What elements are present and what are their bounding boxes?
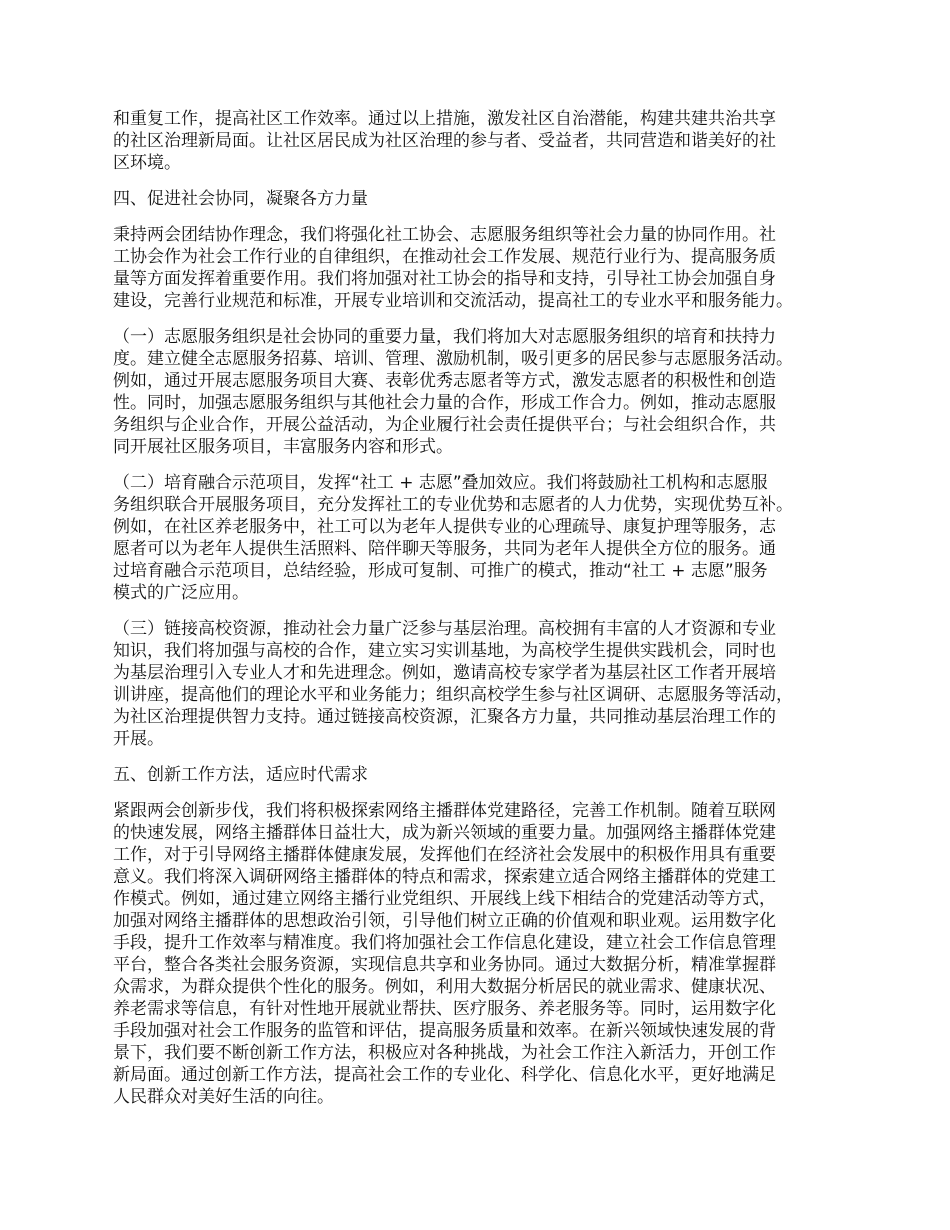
text-line: 养老需求等信息，有针对性地开展就业帮扶、医疗服务、养老服务等。同时，运用数字化 bbox=[113, 999, 776, 1019]
text-line: 例如，通过开展志愿服务项目大赛、表彰优秀志愿者等方式，激发志愿者的积极性和创造 bbox=[113, 371, 776, 391]
text-line: 建设，完善行业规范和标准，开展专业培训和交流活动，提高社工的专业水平和服务能力。 bbox=[113, 291, 793, 311]
paragraph-intro-continuation bbox=[113, 108, 853, 174]
text-line: 同开展社区服务项目，丰富服务内容和形式。 bbox=[113, 437, 453, 457]
text-line: 工协会作为社会工作行业的自律组织，在推动社会工作发展、规范行业行为、提高服务质 bbox=[113, 247, 776, 267]
text-line: 开展。 bbox=[113, 729, 164, 749]
section-heading-four: 四、促进社会协同，凝聚各方力量 bbox=[113, 189, 368, 209]
text-line: （二）培育融合示范项目，发挥“社工 + 志愿”叠加效应。我们将鼓励社工机构和志愿服 bbox=[113, 473, 768, 493]
text-line: （一）志愿服务组织是社会协同的重要力量，我们将加大对志愿服务组织的培育和扶持力 bbox=[113, 327, 776, 347]
document-page bbox=[113, 108, 853, 1122]
paragraph-innovation bbox=[113, 800, 853, 1108]
paragraph-item-three bbox=[113, 618, 853, 750]
text-line: 工作，对于引导网络主播群体健康发展，发挥他们在经济社会发展中的积极作用具有重要 bbox=[113, 845, 776, 865]
text-line: 的社区治理新局面。让社区居民成为社区治理的参与者、受益者，共同营造和谐美好的社 bbox=[113, 131, 776, 151]
text-line: 区环境。 bbox=[113, 153, 181, 173]
text-line: 手段，提升工作效率与精准度。我们将加强社会工作信息化建设，建立社会工作信息管理 bbox=[113, 933, 776, 953]
text-line: （三）链接高校资源，推动社会力量广泛参与基层治理。高校拥有丰富的人才资源和专业 bbox=[113, 619, 776, 639]
section-heading-five: 五、创新工作方法，适应时代需求 bbox=[113, 765, 368, 785]
text-line: 为基层治理引入专业人才和先进理念。例如，邀请高校专家学者为基层社区工作者开展培 bbox=[113, 663, 776, 683]
paragraph-item-one bbox=[113, 326, 853, 458]
text-line: 例如，在社区养老服务中，社工可以为老年人提供专业的心理疏导、康复护理等服务，志 bbox=[113, 517, 776, 537]
text-line: 愿者可以为老年人提供生活照料、陪伴聊天等服务，共同为老年人提供全方位的服务。通 bbox=[113, 539, 776, 559]
text-line: 人民群众对美好生活的向往。 bbox=[113, 1087, 334, 1107]
text-line: 众需求，为群众提供个性化的服务。例如，利用大数据分析居民的就业需求、健康状况、 bbox=[113, 977, 776, 997]
text-line: 务组织与企业合作，开展公益活动，为企业履行社会责任提供平台；与社会组织合作，共 bbox=[113, 415, 776, 435]
text-line: 度。建立健全志愿服务招募、培训、管理、激励机制，吸引更多的居民参与志愿服务活动。 bbox=[113, 349, 793, 369]
text-line: 平台，整合各类社会服务资源，实现信息共享和业务协同。通过大数据分析，精准掌握群 bbox=[113, 955, 776, 975]
text-line: 模式的广泛应用。 bbox=[113, 583, 249, 603]
text-line: 加强对网络主播群体的思想政治引领，引导他们树立正确的价值观和职业观。运用数字化 bbox=[113, 911, 776, 931]
text-line: 过培育融合示范项目，总结经验，形成可复制、可推广的模式，推动“社工 + 志愿”服务 bbox=[113, 561, 768, 581]
text-line: 训讲座，提高他们的理论水平和业务能力；组织高校学生参与社区调研、志愿服务等活动， bbox=[113, 685, 793, 705]
text-line: 和重复工作，提高社区工作效率。通过以上措施，激发社区自治潜能，构建共建共治共享 bbox=[113, 109, 776, 129]
text-line: 意义。我们将深入调研网络主播群体的特点和需求，探索建立适合网络主播群体的党建工 bbox=[113, 867, 776, 887]
text-line: 为社区治理提供智力支持。通过链接高校资源，汇聚各方力量，共同推动基层治理工作的 bbox=[113, 707, 776, 727]
text-line: 的快速发展，网络主播群体日益壮大，成为新兴领域的重要力量。加强网络主播群体党建 bbox=[113, 823, 776, 843]
text-line: 知识，我们将加强与高校的合作，建立实习实训基地，为高校学生提供实践机会，同时也 bbox=[113, 641, 776, 661]
text-line: 秉持两会团结协作理念，我们将强化社工协会、志愿服务组织等社会力量的协同作用。社 bbox=[113, 225, 776, 245]
text-line: 新局面。通过创新工作方法，提高社会工作的专业化、科学化、信息化水平，更好地满足 bbox=[113, 1065, 776, 1085]
paragraph-social-worker-association bbox=[113, 224, 853, 312]
text-line: 手段加强对社会工作服务的监管和评估，提高服务质量和效率。在新兴领域快速发展的背 bbox=[113, 1021, 776, 1041]
text-line: 量等方面发挥着重要作用。我们将加强对社工协会的指导和支持，引导社工协会加强自身 bbox=[113, 269, 776, 289]
text-line: 性。同时，加强志愿服务组织与其他社会力量的合作，形成工作合力。例如，推动志愿服 bbox=[113, 393, 776, 413]
text-line: 作模式。例如，通过建立网络主播行业党组织、开展线上线下相结合的党建活动等方式， bbox=[113, 889, 776, 909]
paragraph-item-two bbox=[113, 472, 853, 604]
text-line: 景下，我们要不断创新工作方法，积极应对各种挑战，为社会工作注入新活力，开创工作 bbox=[113, 1043, 776, 1063]
text-line: 务组织联合开展服务项目，充分发挥社工的专业优势和志愿者的人力优势，实现优势互补。 bbox=[113, 495, 793, 515]
text-line: 紧跟两会创新步伐，我们将积极探索网络主播群体党建路径，完善工作机制。随着互联网 bbox=[113, 801, 776, 821]
